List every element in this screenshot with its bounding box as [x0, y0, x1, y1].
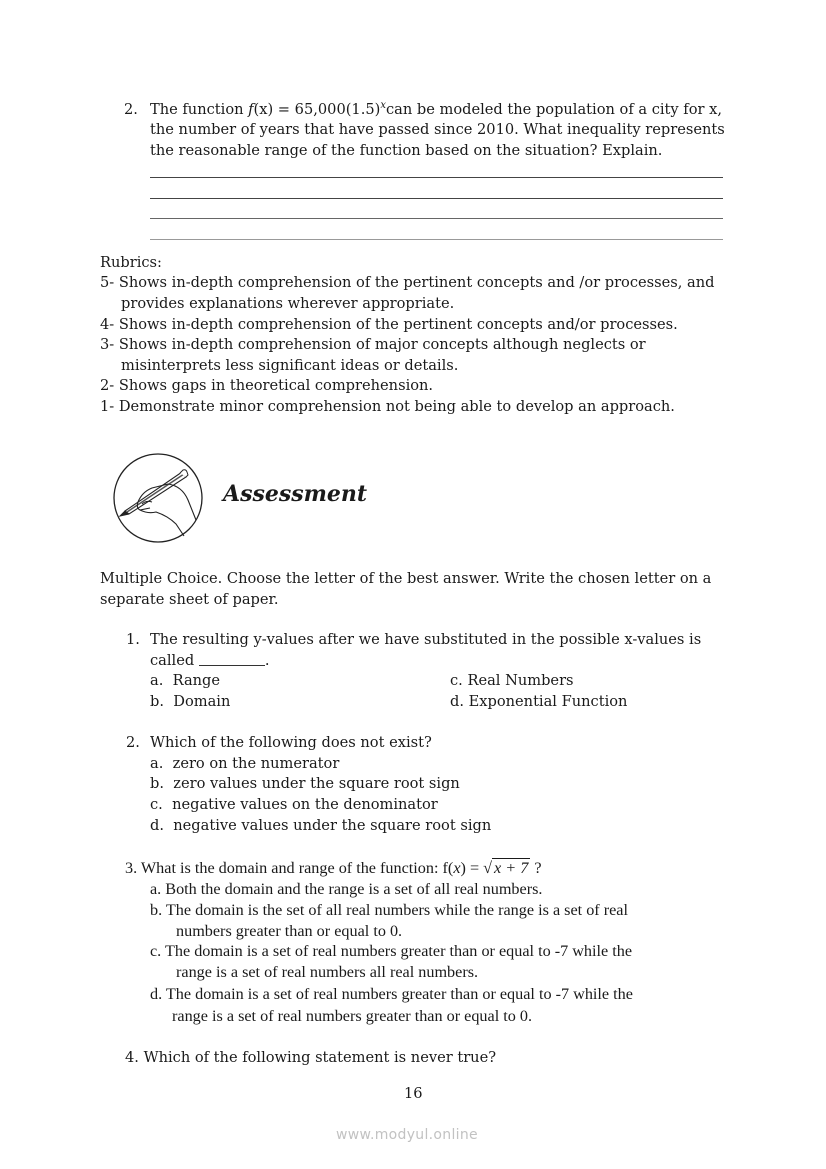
choice-d-cont: range is a set of real numbers greater than or equal to 0. [172, 1007, 533, 1025]
func-eq: = 65,000(1.5) [273, 101, 381, 118]
choice-text: Domain [173, 693, 231, 710]
choice-letter: c. [150, 796, 163, 813]
q1-period: . [264, 652, 270, 669]
q3-var: x [453, 859, 461, 877]
rubric-item-3: 3- Shows in-depth comprehension of major concepts although neglects or [100, 336, 646, 353]
func-name: f [248, 101, 254, 118]
choice-text: zero on the numerator [172, 755, 340, 772]
func-exponent: x [380, 100, 386, 111]
func-arg: (x) [253, 101, 274, 118]
q-text: The function [150, 101, 249, 118]
rubric-item-5: 5- Shows in-depth comprehension of the pertinent concepts and /or processes, and [100, 274, 715, 291]
choice-c[interactable] [150, 795, 438, 816]
instructions-line-1: Multiple Choice. Choose the letter of the best answer. Write the chosen letter on a [100, 570, 712, 587]
choice-a[interactable] [150, 671, 220, 692]
question-2-number: 2. [126, 734, 140, 751]
rubric-item-5-cont: provides explanations wherever appropriate. [121, 295, 455, 312]
choice-text: The domain is a set of real numbers greater than or equal to -7 while the [165, 985, 633, 1003]
open-question-line-2: the number of years that have passed since 2010. What inequality represents [150, 121, 725, 138]
rubric-item-4: 4- Shows in-depth comprehension of the pertinent concepts and/or processes. [100, 316, 678, 333]
rubrics-heading: Rubrics: [100, 254, 162, 271]
section-title: Assessment [223, 481, 368, 507]
answer-line[interactable] [150, 198, 723, 199]
question-3-number: 3. [125, 859, 138, 877]
choice-d[interactable] [150, 984, 633, 1005]
choice-letter: d. [150, 985, 163, 1003]
q-text-post: can be modeled the population of a city for x, [385, 101, 722, 118]
q3-eq: ) = [460, 859, 484, 877]
choice-letter: c. [450, 672, 463, 689]
question-1-text: The resulting y-values after we have substituted in the possible x-values is [150, 631, 702, 648]
choice-c[interactable] [450, 671, 574, 692]
open-question-line-3: the reasonable range of the function based on the situation? Explain. [150, 142, 663, 159]
question-1-number: 1. [126, 631, 140, 648]
choice-letter: b. [150, 901, 163, 919]
choice-letter: c. [150, 942, 162, 960]
choice-letter: d. [450, 693, 464, 710]
choice-text: negative values on the denominator [172, 796, 438, 813]
choice-a[interactable] [150, 754, 339, 775]
square-root-expression: √ x + 7 [483, 859, 529, 877]
radicand: x + 7 [494, 859, 529, 877]
choice-text: Range [172, 672, 221, 689]
choice-b-cont: numbers greater than or equal to 0. [176, 922, 403, 940]
choice-text: negative values under the square root sign [173, 817, 492, 834]
choice-a[interactable] [150, 879, 542, 900]
choice-letter: a. [150, 755, 164, 772]
choice-text: Both the domain and the range is a set of all real numbers. [165, 880, 543, 898]
rubric-item-3-cont: misinterprets less significant ideas or details. [121, 357, 459, 374]
answer-line[interactable] [150, 239, 723, 240]
choice-text: Exponential Function [468, 693, 628, 710]
choice-text: The domain is a set of real numbers greater than or equal to -7 while the [165, 942, 633, 960]
choice-letter: b. [150, 775, 164, 792]
question-4-text [125, 1048, 496, 1069]
q3-text: What is the domain and range of the function: f( [140, 859, 454, 877]
hand-writing-pencil-icon [112, 452, 204, 544]
q1-called: called [150, 652, 199, 669]
choice-letter: d. [150, 817, 164, 834]
page-number: 16 [404, 1085, 423, 1102]
fill-in-blank [199, 652, 265, 666]
question-1-text-2 [150, 651, 269, 672]
watermark: www.modyul.online [336, 1127, 478, 1143]
instructions-line-2: separate sheet of paper. [100, 591, 279, 608]
rubric-item-1: 1- Demonstrate minor comprehension not being able to develop an approach. [100, 398, 675, 415]
choice-text: Real Numbers [467, 672, 574, 689]
choice-d[interactable] [450, 692, 627, 713]
choice-b[interactable] [150, 774, 460, 795]
question-4-number: 4. [125, 1049, 139, 1066]
question-2-text: Which of the following does not exist? [150, 734, 432, 751]
choice-b[interactable] [150, 692, 230, 713]
q3-qmark: ? [530, 859, 542, 877]
choice-letter: a. [150, 672, 164, 689]
answer-line[interactable] [150, 177, 723, 178]
question-3-text [125, 858, 542, 879]
choice-b[interactable] [150, 900, 628, 921]
answer-line[interactable] [150, 218, 723, 219]
choice-letter: b. [150, 693, 164, 710]
rubric-item-2: 2- Shows gaps in theoretical comprehension. [100, 377, 434, 394]
choice-letter: a. [150, 880, 162, 898]
choice-text: zero values under the square root sign [173, 775, 460, 792]
choice-c[interactable] [150, 941, 632, 962]
q4-text: Which of the following statement is never true? [143, 1049, 497, 1066]
choice-c-cont: range is a set of real numbers all real numbers. [176, 963, 479, 981]
choice-d[interactable] [150, 816, 491, 837]
choice-text: The domain is the set of all real numbers while the range is a set of real [165, 901, 628, 919]
open-question-line-1 [150, 100, 722, 121]
open-question-number: 2. [124, 101, 138, 118]
